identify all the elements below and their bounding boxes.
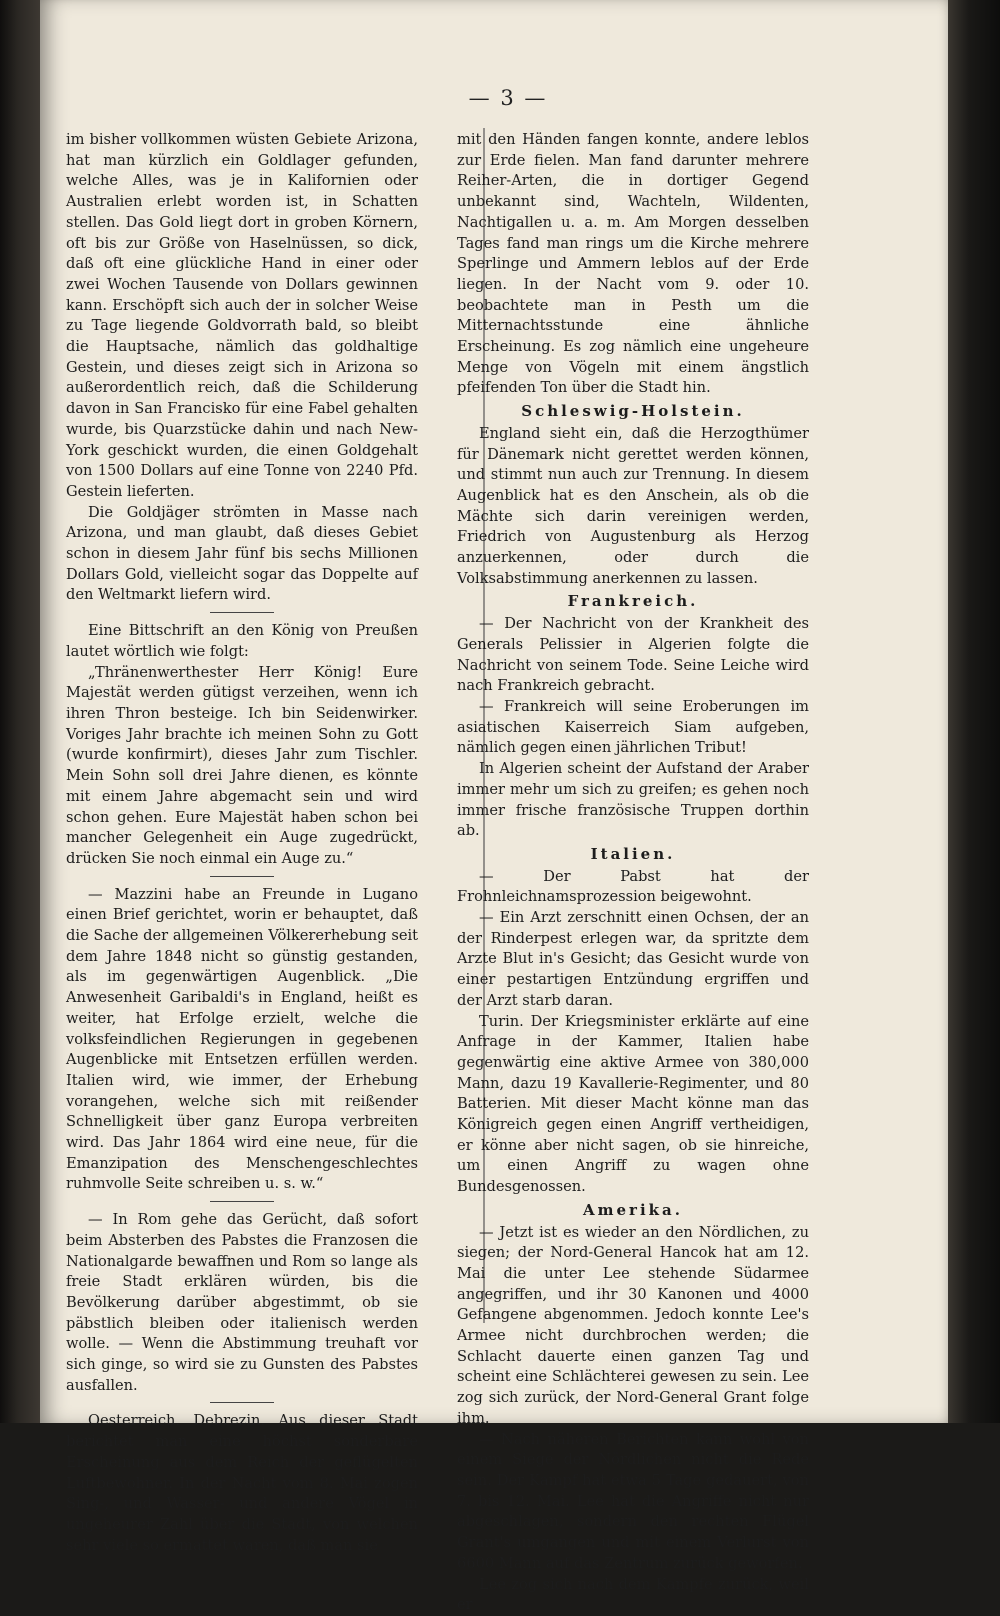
section-heading-schleswig-holstein: Schleswig-Holstein. [521,402,745,421]
article-pelissier: — Der Nachricht von der Krankheit des Generals Pelissier in Algerien folgte die Nachricht von seinem Tode. Seine Leiche wird nach Frankreich gebracht. [457,615,809,695]
article-pabst: — Der Pabst hat der Frohnleichnamsprozession beigewohnt. [457,867,809,906]
article-arizona-gold-cont: Die Goldjäger strömten in Masse nach Arizona, und man glaubt, daß dieses Gebiet schon in diesem Jahr fünf bis sechs Millionen Dollars Gold, vielleicht sogar das Doppelte auf den Weltmarkt liefern wird. [66,503,418,604]
article-mazzini: — Mazzini habe an Freunde in Lugano einen Brief gerichtet, worin er behauptet, daß die Sache der allgemeinen Völkererhebung seit dem Jahre 1848 nicht so günstig gestanden, als im gegenwärtigen Augenblick. „Die Anwesenheit Garibaldi's in England, heißt es weiter, hat Erfolge erzielt, welche die volksfeindlichen Regierungen in gegebenen Augenblicke mit Entsetzen erfüllen werden. Italien wird, wie immer, der Erhebung vorangehen, welche sich mit reißender Schnelligkeit über ganz Europa verbreiten wird. Das Jahr 1864 wird eine neue, für die Emanzipation des Menschengeschlechtes ruhmvolle Seite schreiben u. s. w.“ [66,885,418,1193]
section-heading-amerika: Amerika. [583,1200,683,1219]
article-siam: — Frankreich will seine Eroberungen im asiatischen Kaiserreich Siam aufgeben, nämlich gegen einen jährlichen Tribut! [457,697,809,757]
article-algerien: In Algerien scheint der Aufstand der Araber immer mehr um sich zu greifen; es gehen noch immer frische französische Truppen dorthin ab. [457,760,809,840]
article-separator [210,1402,274,1403]
section-heading-italien: Italien. [590,844,676,863]
page-number: — 3 — [468,86,548,110]
article-debrezin-birds-cont: mit den Händen fangen konnte, andere leblos zur Erde fielen. Man fand darunter mehrere Reiher-Arten, die in dortiger Gegend unbekannt sind, Wachteln, Wildenten, Nachtigallen u. a. m. Am Morgen desselben Tages fand man rings um die Kirche mehrere Sperlinge und Ammern leblos auf der Erde liegen. In der Nacht vom 9. oder 10. beobachtete man in Pesth um die Mitternachtsstunde eine ähnliche Erscheinung. Es zog nämlich eine ungeheure Menge von Vögeln mit einem ängstlich pfeifenden Ton über die Stadt hin. [457,131,809,397]
article-hancok: — Jetzt ist es wieder an den Nördlichen, zu siegen; der Nord-General Hancok hat am 12. Mai die unter Lee stehende Südarmee angegriffen, und ihr 30 Kanonen und 4000 Gefangene abgenommen. Jedoch konnte Lee's Armee nicht durchbrochen werden; die Schlacht dauerte einen ganzen Tag und scheint eine Schlächterei gewesen zu sein. Lee zog sich zurück, der Nord-General Grant folge ihm. [457,1223,809,1427]
article-petition-text: „Thränenwerthester Herr König! Eure Majestät werden gütigst verzeihen, wenn ich ihren Thron besteige. Ich bin Seidenwirker. Voriges Jahr brachte ich meinen Sohn zu Gott (wurde konfirmirt), dieses Jahr zum Tischler. Mein Sohn soll drei Jahre dienen, es könnte mit einem Jahre abgemacht sein und wird schon gehen. Eure Majestät haben schon bei mancher Gelegenheit ein Auge zugedrückt, drücken Sie noch einmal ein Auge zu.“ [66,663,418,867]
article-turin: Turin. Der Kriegsminister erklärte auf eine Anfrage in der Kammer, Italien habe gegenwärtig eine aktive Armee von 380,000 Mann, dazu 19 Kavallerie-Regimenter, und 80 Batterien. Mit dieser Macht könne man das Königreich gegen einen Angriff vertheidigen, er könne aber nicht sagen, ob sie hinreiche, um einen Angriff zu wagen ohne Bundesgenossen. [457,1012,809,1196]
article-lee-retreat: Lee zog sich nach dem Kampfe zurück, weil er [457,1575,809,1614]
article-schleswig-holstein: England sieht ein, daß die Herzogthümer für Dänemark nicht gerettet werden können, und stimmt nun auch zur Trennung. In diesem Augenblick hat es den Anschein, als ob die Mächte sich darin vereinigen werden, Friedrich von Augustenburg als Herzog anzuerkennen, oder durch die Volksabstimmung anerkennen zu lassen. [457,424,809,587]
article-petition-intro: Eine Bittschrift an den König von Preußen lautet wörtlich wie folgt: [66,622,418,660]
right-column [457,130,809,1616]
article-rome: — In Rom gehe das Gerücht, daß sofort beim Absterben des Pabstes die Franzosen die Nationalgarde bewaffnen und Rom so lange als freie Stadt erklären würden, bis die Bevölkerung darüber abgestimmt, ob sie päbstlich bleiben oder italienisch werden wolle. — Wenn die Abstimmung treuhaft vor sich ginge, so wird sie zu Gunsten des Pabstes ausfallen. [66,1211,418,1394]
article-arizona-gold: im bisher vollkommen wüsten Gebiete Arizona, hat man kürzlich ein Goldlager gefunden, welche Alles, was je in Kalifornien oder Australien erlebt worden ist, in Schatten stellen. Das Gold liegt dort in groben Körnern, oft bis zur Größe von Haselnüssen, so dick, daß oft eine glückliche Hand in einer oder zwei Wochen Tausende von Dollars gewinnen kann. Erschöpft sich auch der in solcher Weise zu Tage liegende Goldvorrath bald, so bleibt die Hauptsache, nämlich das goldhaltige Gestein, und dieses zeigt sich in Arizona so außerordentlich reich, daß die Schilderung davon in San Francisko für eine Fabel gehalten wurde, bis Quarzstücke dahin und nach New-York geschickt wurden, die einen Goldgehalt von 1500 Dollars auf eine Tonne von 2240 Pfd. Gestein lieferten. [66,131,418,500]
article-separator [210,876,274,877]
left-column [66,130,418,1556]
book-gutter-shadow [0,0,40,1423]
article-arzt-ochse: — Ein Arzt zerschnitt einen Ochsen, der an der Rinderpest erlegen war, da spritzte dem Arzte Blut in's Gesicht; das Gesicht wurde von einer pestartigen Entzündung ergriffen und der Arzt starb daran. [457,909,809,1009]
page-edge-shadow [948,0,1000,1423]
article-debrezin-birds: Oesterreich. Debrezin. Aus dieser Stadt berichtet man eine höchst sonderbare Erscheinung aus dem Reich der geflügelten Luftbewohner. In der Nacht vom 8. Mai zogen Sing-, und Wasser- und andere Vögel in ungeheurer Zahl über die Stadt, von welchen sehr viele so ermattet waren, daß man sie [66,1412,418,1554]
section-heading-frankreich: Frankreich. [567,592,699,611]
article-grant: — Nach näheren Berichten kann wohl von einem Siege der Nördlichen nicht die Rede sein. Der Kampf hat etwa 5 Tage gedauert, von 7. bis 12. Mai. Lee hat die Angriffe nicht nur abgeschlagen, sondern den rechten Flügel Grant's umgangen und mit einem Verlurst von 6600 Mann auf das Zentrum zurück geworfen. [457,1430,809,1572]
article-separator [210,612,274,613]
article-separator [210,1201,274,1202]
